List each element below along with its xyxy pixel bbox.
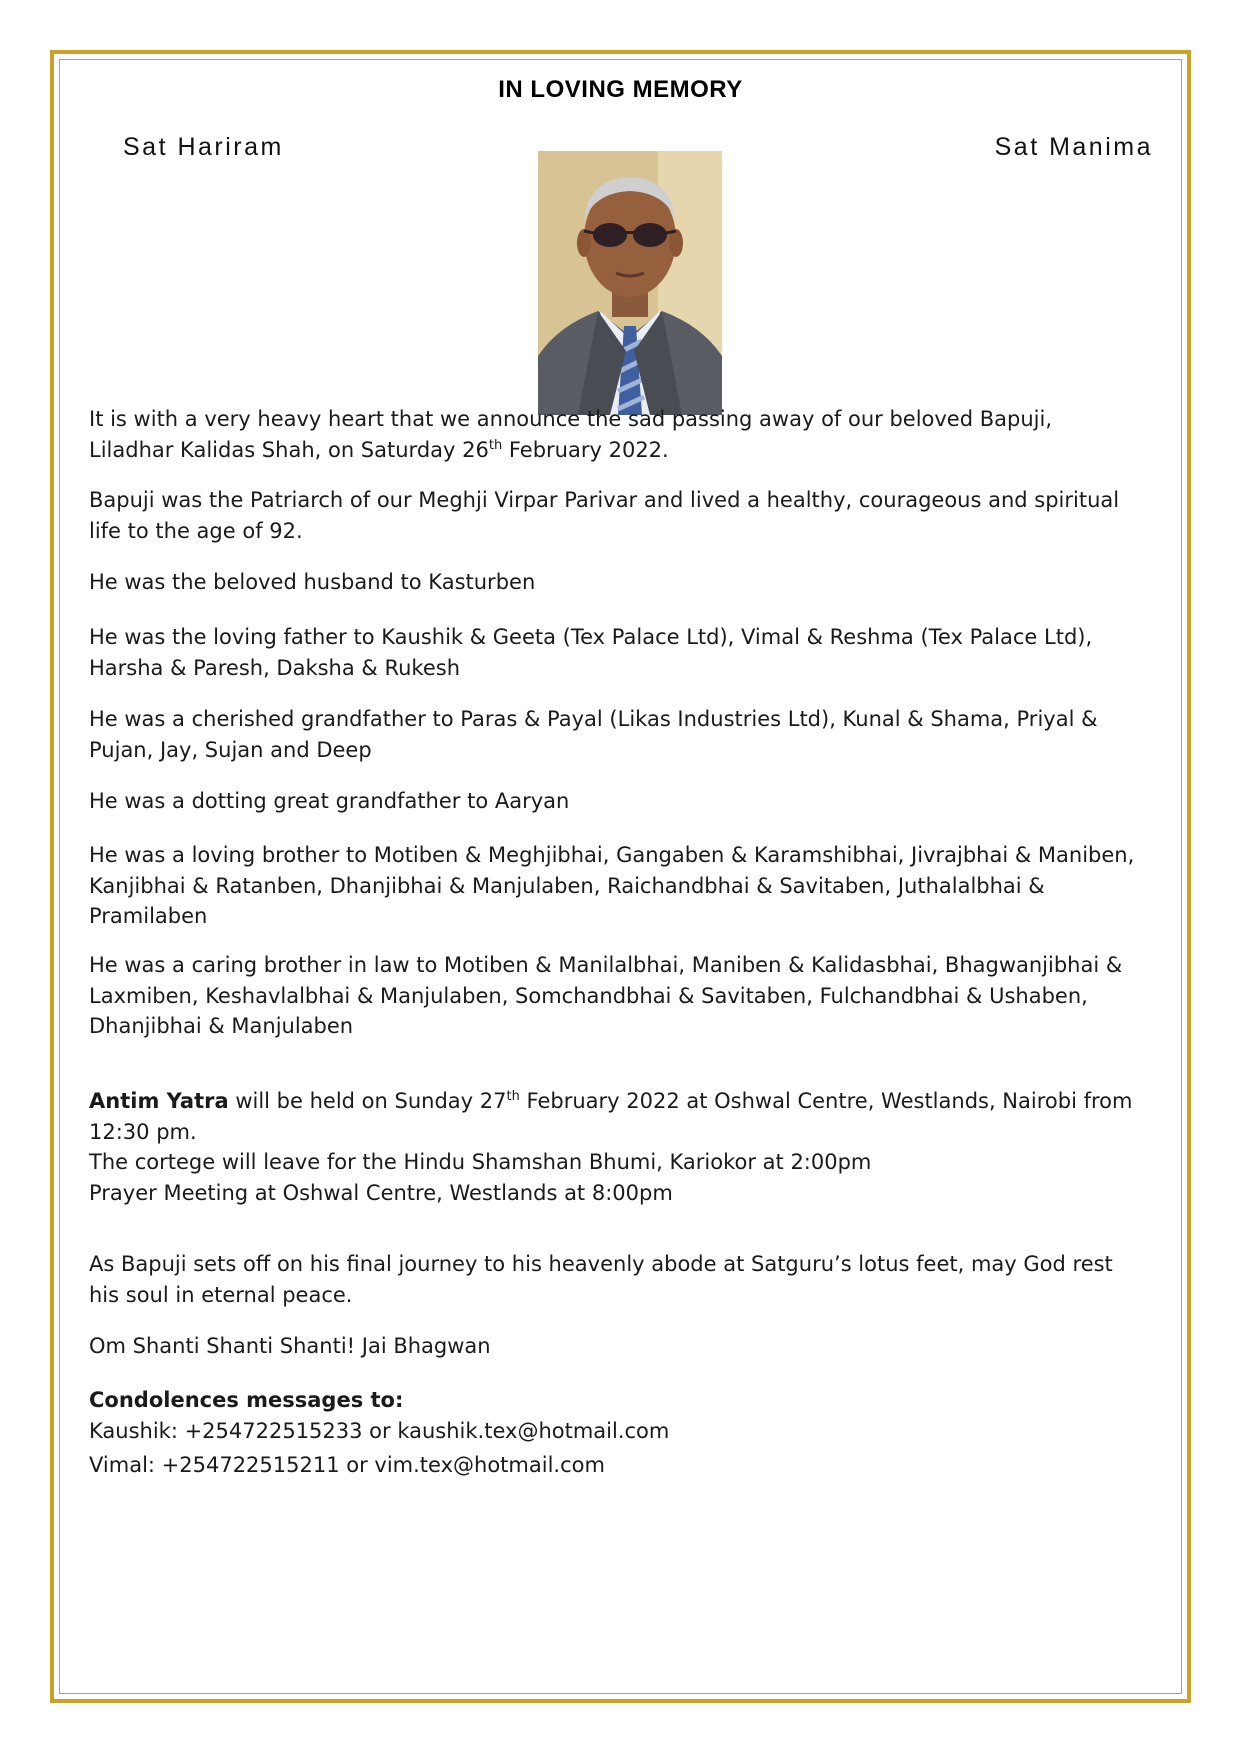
- brother-paragraph: He was a loving brother to Motiben & Meghjibhai, Gangaben & Karamshibhai, Jivrajbhai & Maniben, Kanjibhai & Ratanben, Dhanjibhai & Manjulaben, Raichandbhai & Savitaben, Juthalalbhai & Pramilaben: [89, 843, 1135, 928]
- contact-kaushik: Kaushik: +254722515233 or kaushik.tex@hotmail.com: [89, 1418, 670, 1443]
- antim-yatra-label: Antim Yatra: [89, 1089, 229, 1113]
- father-paragraph: He was the loving father to Kaushik & Geeta (Tex Palace Ltd), Vimal & Reshma (Tex Palace Ltd), Harsha & Paresh, Daksha & Rukesh: [89, 625, 1093, 680]
- left-salutation: Sat Hariram: [123, 133, 284, 161]
- om-shanti-line: Om Shanti Shanti Shanti! Jai Bhagwan: [89, 1334, 491, 1358]
- announcement-line-2: Liladhar Kalidas Shah, on Saturday 26th February 2022.: [89, 437, 669, 462]
- antim-yatra-paragraph: Antim Yatra will be held on Sunday 27th February 2022 at Oshwal Centre, Westlands, Nairobi from 12:30 pm. The cortege will leave for the Hindu Shamshan Bhumi, Kariokor at 2:00pm Prayer Meeting at Oshwal Centre, Westlands at 8:00pm: [89, 1089, 1133, 1205]
- page-title: IN LOVING MEMORY: [498, 76, 743, 103]
- announcement-paragraph: [89, 404, 1169, 465]
- great-grandfather-paragraph: He was a dotting great grandfather to Aaryan: [89, 789, 570, 813]
- condolences-block: [89, 1385, 1169, 1481]
- brother-in-law-paragraph: He was a caring brother in law to Motiben & Manilalbhai, Maniben & Kalidasbhai, Bhagwanjibhai & Laxmiben, Keshavlalbhai & Manjulaben, Somchandbhai & Savitaben, Fulchandbhai & Ushaben, Dhanjibhai & Manjulaben: [89, 953, 1123, 1038]
- announcement-line-1: It is with a very heavy heart that we announce the sad passing away of our beloved Bapuji,: [89, 407, 1052, 431]
- right-salutation: Sat Manima: [994, 133, 1153, 161]
- portrait-photo: [538, 151, 722, 415]
- husband-paragraph: He was the beloved husband to Kasturben: [89, 570, 536, 594]
- patriarch-paragraph: Bapuji was the Patriarch of our Meghji Virpar Parivar and lived a healthy, courageous and spiritual life to the age of 92.: [89, 488, 1120, 543]
- condolences-heading: Condolences messages to:: [89, 1388, 404, 1412]
- portrait-illustration: [538, 151, 722, 415]
- grandfather-paragraph: He was a cherished grandfather to Paras & Payal (Likas Industries Ltd), Kunal & Shama, Priyal & Pujan, Jay, Sujan and Deep: [89, 707, 1098, 762]
- contact-vimal: Vimal: +254722515211 or vim.tex@hotmail.com: [89, 1453, 605, 1477]
- closing-paragraph: As Bapuji sets off on his final journey to his heavenly abode at Satguru’s lotus feet, may God rest his soul in eternal peace.: [89, 1252, 1113, 1307]
